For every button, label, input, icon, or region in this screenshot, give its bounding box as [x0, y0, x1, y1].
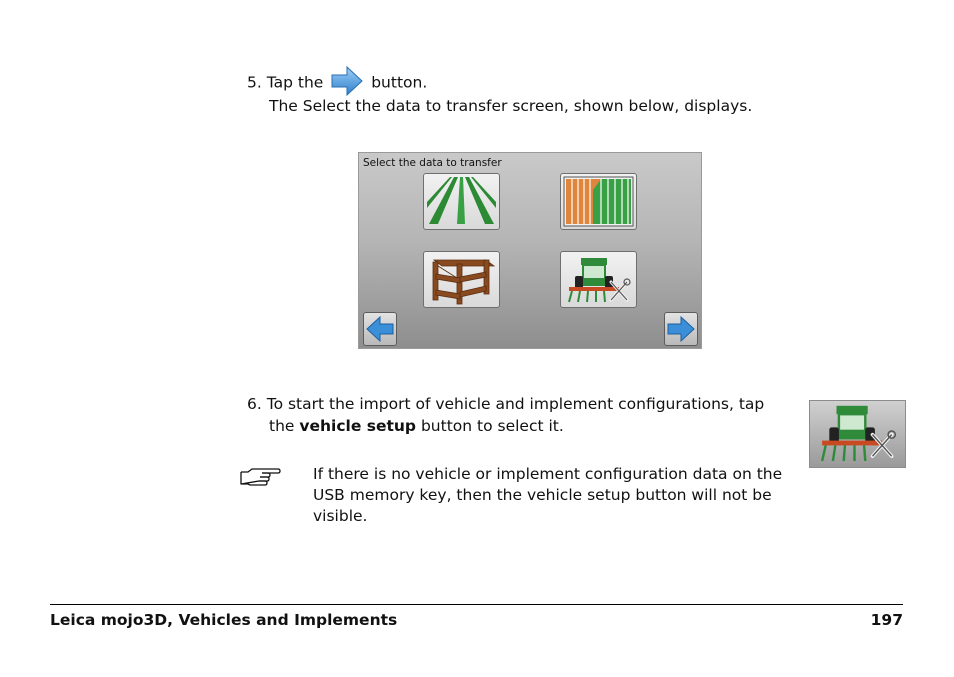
screen-title: Select the data to transfer	[363, 157, 502, 169]
vehicle-setup-icon	[810, 401, 905, 467]
note-text	[313, 464, 803, 527]
step-number: 5.	[247, 73, 262, 92]
boundary-fence-icon	[424, 252, 499, 307]
footer-divider	[50, 604, 903, 605]
back-arrow-icon	[364, 313, 396, 345]
guidance-lines-icon	[424, 174, 499, 229]
next-arrow-icon	[330, 66, 364, 96]
next-button[interactable]	[664, 312, 698, 346]
vehicle-setup-icon	[561, 252, 636, 307]
step-6-line-2	[269, 416, 564, 437]
vehicle-setup-image	[809, 400, 906, 468]
guidance-lines-button[interactable]	[423, 173, 500, 230]
footer-title: Leica mojo3D, Vehicles and Implements	[50, 611, 398, 629]
vehicle-setup-button[interactable]	[560, 251, 637, 308]
select-data-screen	[358, 152, 702, 349]
step-number: 6.	[247, 395, 262, 413]
step-text: To start the import of vehicle and implement configurations, tap	[266, 395, 765, 413]
step-6	[247, 394, 764, 415]
field-coverage-button[interactable]	[560, 173, 637, 230]
back-button[interactable]	[363, 312, 397, 346]
pointing-hand-icon	[238, 466, 282, 488]
note-line: visible.	[313, 507, 368, 525]
field-coverage-icon	[561, 174, 636, 229]
step-5-result: The Select the data to transfer screen, shown below, displays.	[269, 97, 753, 115]
page-number: 197	[870, 611, 903, 629]
next-arrow-icon	[665, 313, 697, 345]
step-text-after: button.	[371, 73, 428, 92]
vehicle-setup-term: vehicle setup	[299, 417, 417, 435]
step-text: the	[269, 417, 295, 435]
step-text: button to select it.	[420, 417, 564, 435]
boundary-fence-button[interactable]	[423, 251, 500, 308]
note-line: USB memory key, then the vehicle setup button will not be	[313, 486, 772, 504]
note-line: If there is no vehicle or implement configuration data on the	[313, 465, 783, 483]
step-5	[247, 68, 427, 98]
step-text: Tap the	[266, 73, 324, 92]
